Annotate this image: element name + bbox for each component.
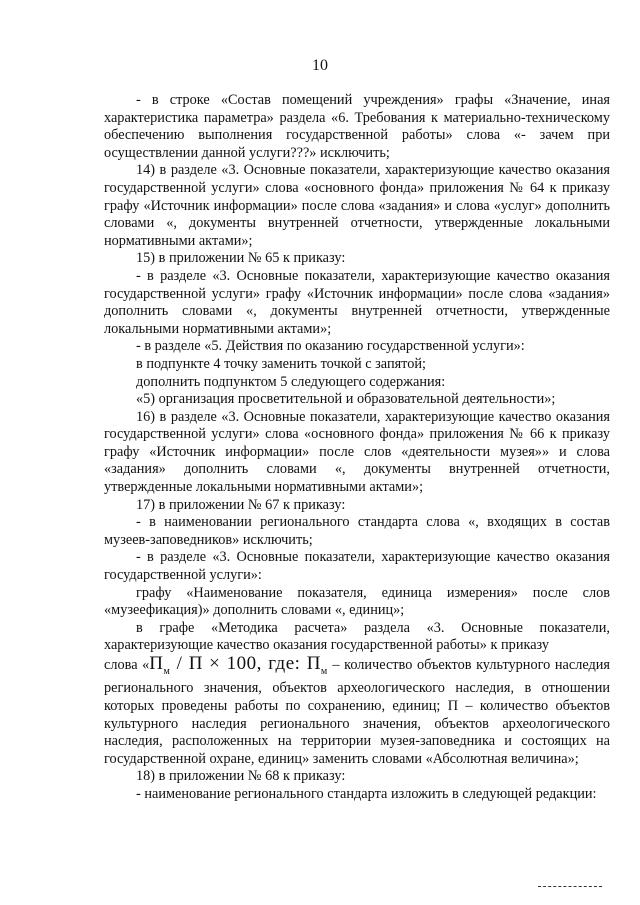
paragraph: - в разделе «3. Основные показатели, характеризующие качество оказания государственной услуги»:: [104, 549, 610, 584]
paragraph: «5) организация просветительной и образовательной деятельности»;: [136, 391, 556, 408]
paragraph: 17) в приложении № 67 к приказу:: [136, 496, 346, 513]
paragraph: - в разделе «5. Действия по оказанию государственной услуги»:: [136, 338, 525, 355]
formula-symbol: П: [149, 653, 164, 674]
signature-line: [538, 886, 602, 887]
paragraph: 14) в разделе «3. Основные показатели, характеризующие качество оказания государственной услуги» слова «основного фонда» приложения № 64 к приказу графу «Источник информации» после слова «задания» и слова «услуг» дополнить словами «, документы внутренней отчетности, утвержденные локальными нормативными актами»;: [104, 162, 610, 249]
paragraph: - в наименовании регионального стандарта слова «, входящих в состав музеев-заповедников» исключить;: [104, 514, 610, 548]
paragraph: - наименование регионального стандарта изложить в следующей редакции:: [136, 785, 597, 802]
paragraph: в подпункте 4 точку заменить точкой с запятой;: [136, 355, 427, 372]
paragraph: дополнить подпунктом 5 следующего содержания:: [136, 373, 446, 390]
formula-paragraph: [104, 655, 610, 768]
formula-subscript: м: [163, 665, 171, 677]
paragraph: в графе «Методика расчета» раздела «3. Основные показатели, характеризующие качество оказания государственной работы» к приказу: [104, 619, 610, 654]
formula-subscript: м: [320, 665, 328, 677]
formula-lead: слова «: [104, 657, 150, 673]
paragraph: 15) в приложении № 65 к приказу:: [136, 250, 346, 267]
page-number: 10: [312, 57, 328, 74]
formula-operator: / П × 100, где: П: [170, 653, 321, 674]
paragraph: - в строке «Состав помещений учреждения» графы «Значение, иная характеристика параметра» раздела «6. Требования к материально-техническому обеспечению выполнения государственной работы» слова «- зачем при осуществлении данной услуги???» исключить;: [104, 92, 610, 161]
paragraph: 18) в приложении № 68 к приказу:: [136, 768, 346, 785]
paragraph: - в разделе «3. Основные показатели, характеризующие качество оказания государственной услуги» графу «Источник информации» после слова «задания» дополнить словами «, документы внутренней отчетности, утвержденные локальными нормативными актами»;: [104, 267, 610, 337]
formula-rest: – количество объектов культурного наследия регионального значения, объектов археологического наследия, в отношении которых проведены работы по сохранению, единиц; П – количество объектов культурного наследия регионального значения, объектов археологического наследия, расположенных на территории музея-заповедника и состоящих на государственной охране, единиц» заменить словами «Абсолютная величина»;: [104, 657, 610, 767]
paragraph: 16) в разделе «3. Основные показатели, характеризующие качество оказания государственной услуги» слова «основного фонда» приложения № 66 к приказу графу «Источник информации» после слов «деятельности музея»» и слова «задания» дополнить словами «, документы внутренней отчетности, утвержденные локальными нормативными актами»;: [104, 408, 610, 496]
paragraph: графу «Наименование показателя, единица измерения» после слов «музеефикация)» дополнить словами «, единиц»;: [104, 584, 610, 619]
formula: [149, 653, 328, 677]
document-body: [104, 92, 610, 804]
